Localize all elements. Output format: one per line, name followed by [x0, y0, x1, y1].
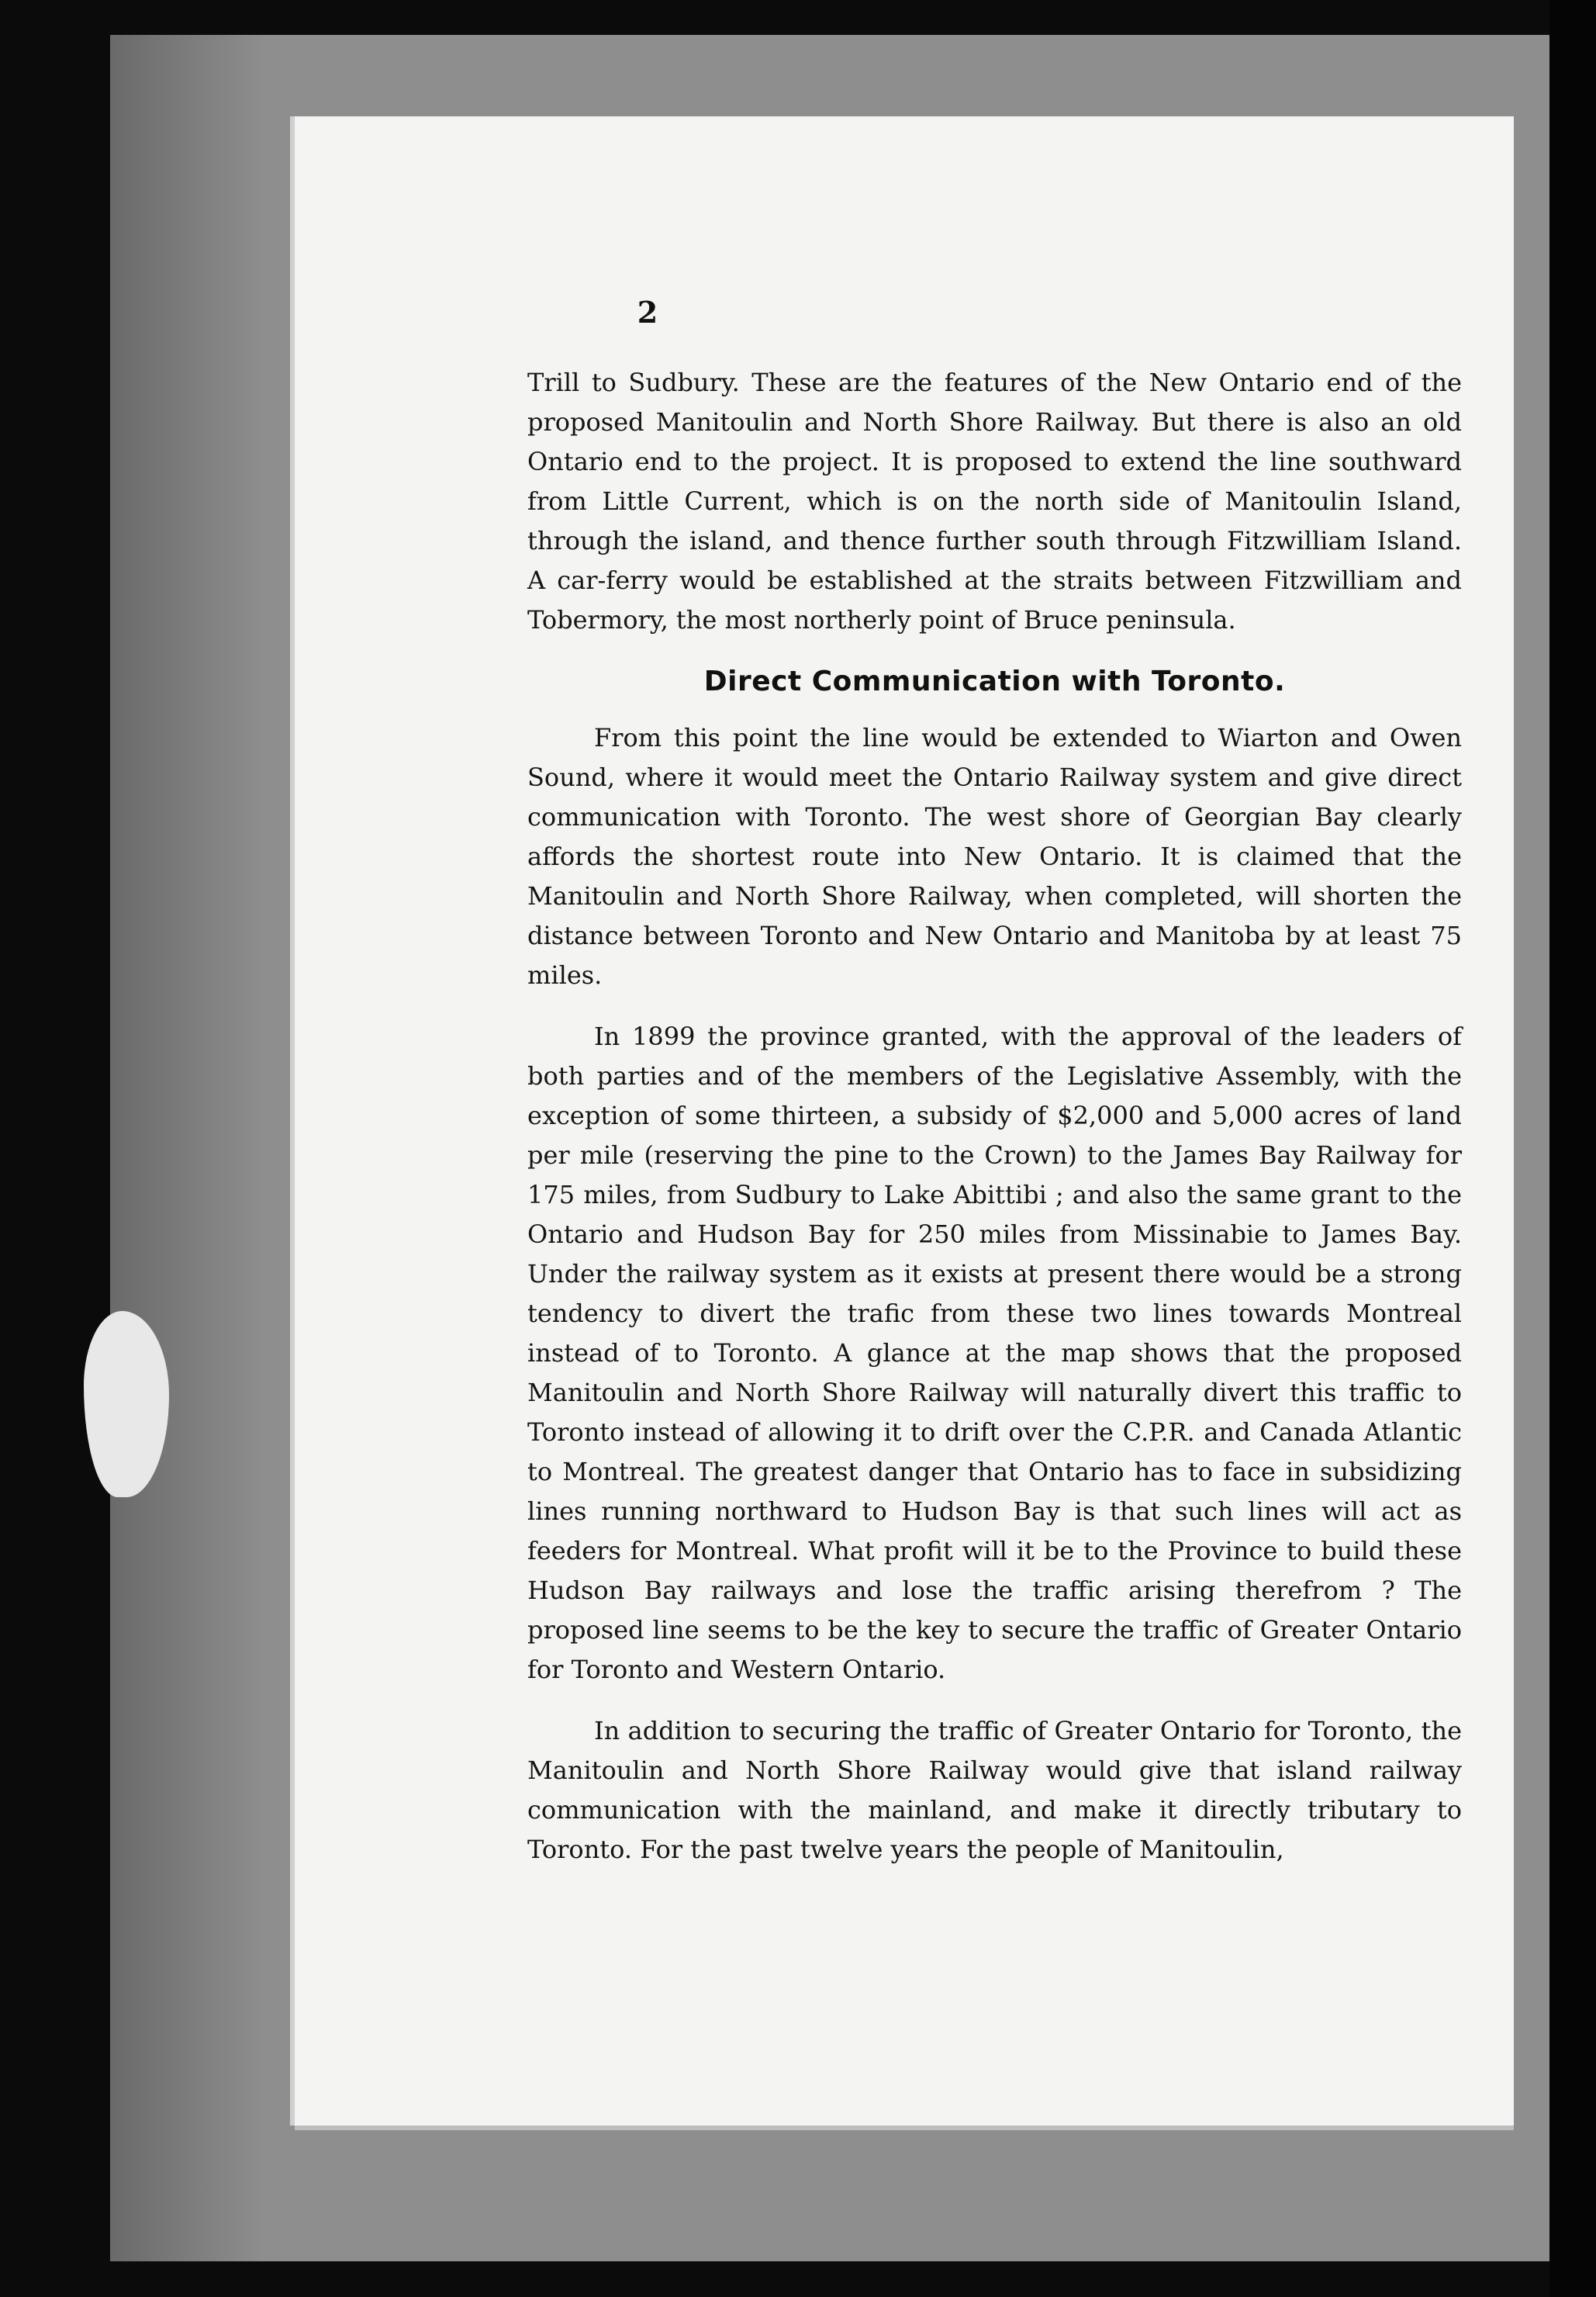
page-number: 2: [637, 295, 658, 330]
section-heading: Direct Communication with Toronto.: [703, 666, 1286, 697]
document-page: [295, 116, 1514, 2126]
scan-edge: [1549, 0, 1596, 2297]
scan-shadow: [110, 35, 265, 2261]
paragraph: In addition to securing the traffic of Greater Ontario for Toronto, the Manitoulin and North Shore Railway would give that island railway communication with the mainland, and make it directly tributary to Toronto. For the past twelve years the people of Manitoulin,: [527, 1716, 1462, 1864]
page-text: [527, 363, 1462, 1891]
paragraph: In 1899 the province granted, with the approval of the leaders of both parties and of the members of the Legislative Assembly, with the exception of some thirteen, a subsidy of $2,000 and 5,000 acres of land per mile (reserving the pine to the Crown) to the James Bay Railway for 175 miles, from Sudbury to Lake Abittibi ; and also the same grant to the Ontario and Hudson Bay for 250 miles from Missinabie to James Bay. Under the railway system as it exists at present there would be a strong tendency to divert the trafic from these two lines towards Montreal instead of to Toronto. A glance at the map shows that the proposed Manitoulin and North Shore Railway will naturally divert this traffic to Toronto instead of allowing it to drift over the C.P.R. and Canada Atlantic to Montreal. The greatest danger that Ontario has to face in subsidizing lines running northward to Hudson Bay is that such lines will act as feeders for Montreal. What profit will it be to the Province to build these Hudson Bay railways and lose the traffic arising therefrom ? The proposed line seems to be the key to secure the traffic of Greater Ontario for Toronto and Western Ontario.: [527, 1022, 1462, 1684]
paragraph: From this point the line would be extended to Wiarton and Owen Sound, where it would meet the Ontario Railway system and give direct communication with Toronto. The west shore of Georgian Bay clearly affords the shortest route into New Ontario. It is claimed that the Manitoulin and North Shore Railway, when completed, will shorten the distance between Toronto and New Ontario and Manitoba by at least 75 miles.: [527, 723, 1462, 990]
paragraph-intro: Trill to Sudbury. These are the features of the New Ontario end of the proposed Manitoulin and North Shore Railway. But there is also an old Ontario end to the project. It is proposed to extend the line southward from Little Current, which is on the north side of Manitoulin Island, through the island, and thence further south through Fitzwilliam Island. A car-ferry would be established at the straits between Fitzwilliam and Tobermory, the most northerly point of Bruce peninsula.: [527, 368, 1462, 635]
